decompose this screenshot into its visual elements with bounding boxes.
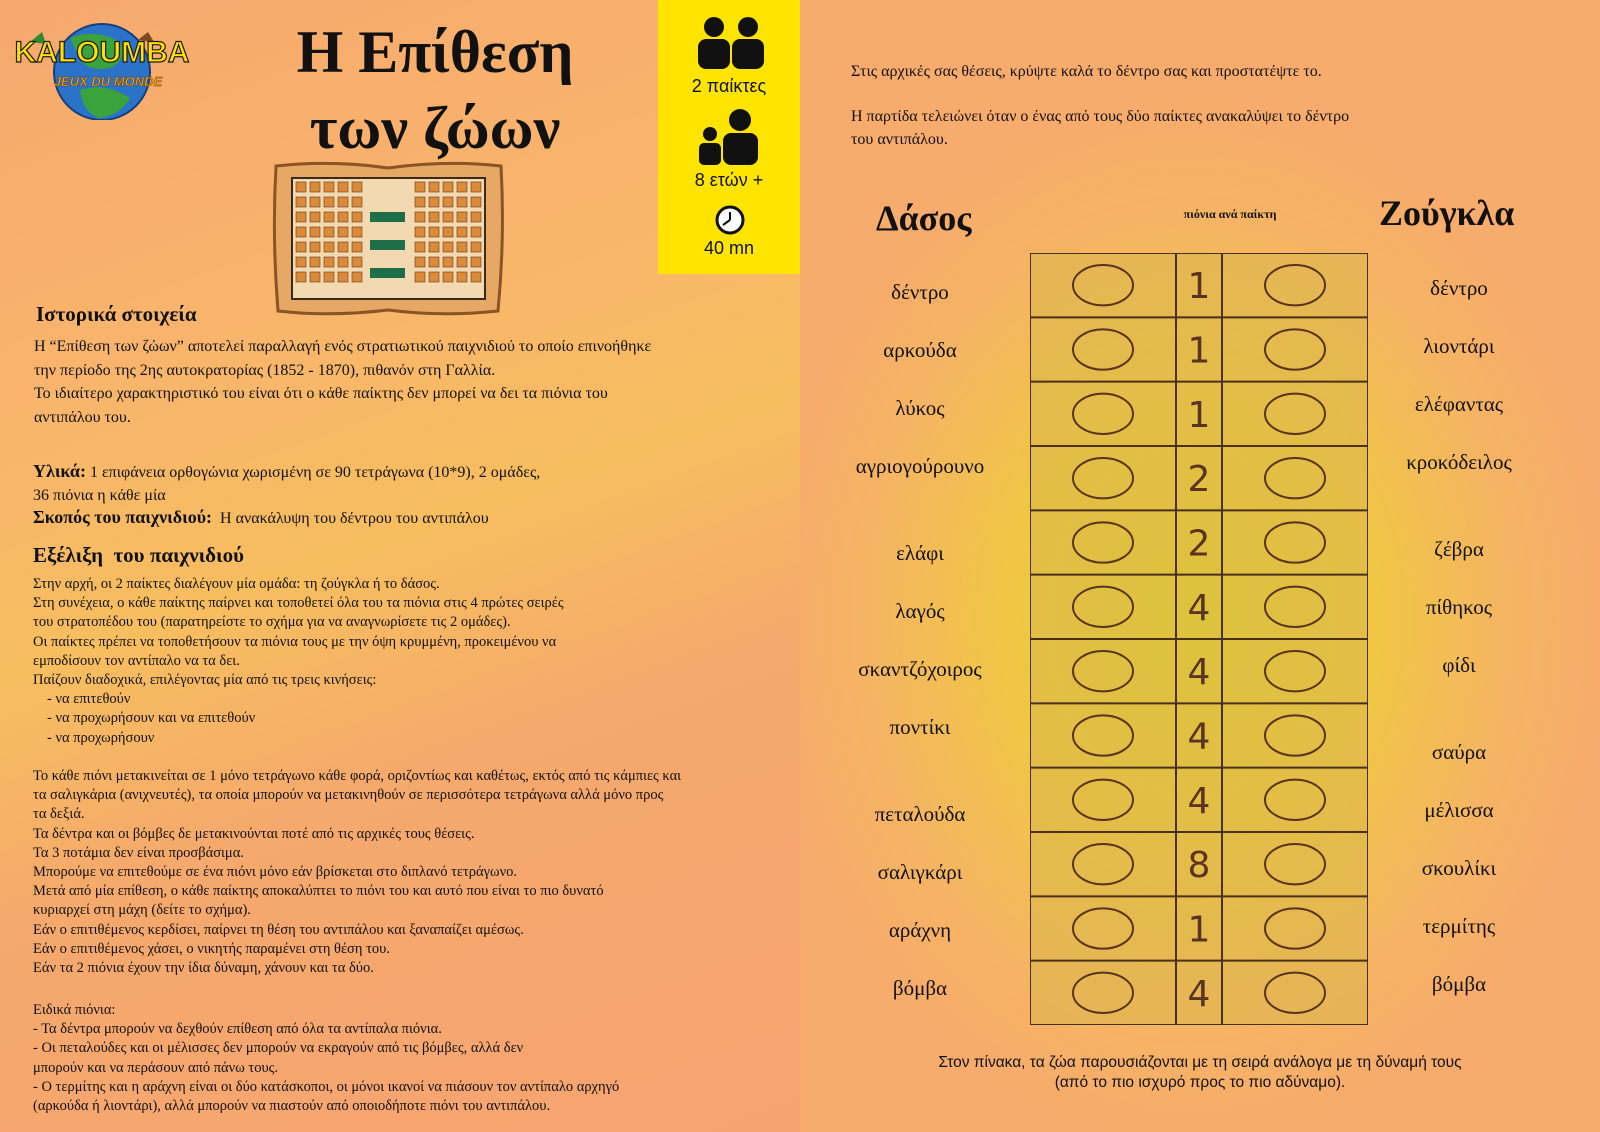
special-line: (αρκούδα ή λιοντάρι), αλλά μπορούν να πιαστούν από οποιοδήποτε πιόνι του αντιπάλου. [33, 1098, 551, 1115]
logo-text-sub: JEUX DU MONDE [53, 74, 163, 89]
jungle-animal-name: λιοντάρι [1423, 334, 1495, 358]
special-line: - Οι πεταλούδες και οι μέλισσες δεν μπορούν να εκραγούν από τις βόμβες, αλλά δεν [33, 1040, 524, 1057]
forest-team-title: Δάσος [876, 198, 972, 238]
forest-animal-name: λαγός [895, 599, 945, 623]
forest-animal-name: ποντίκι [889, 715, 951, 739]
evolution-heading: Εξέλιξη του παιχνιδιού [33, 543, 244, 567]
game-info-box [658, 0, 800, 274]
move-option: - να προχωρήσουν και να επιτεθούν [47, 710, 256, 727]
jungle-animal-name: μέλισσα [1424, 798, 1494, 822]
piece-count: 1 [1187, 909, 1211, 951]
forest-animal-name: σκαντζόχοιρος [858, 657, 982, 681]
setup-line: Στην αρχή, οι 2 παίκτες διαλέγουν μία ομάδα: τη ζούγκλα ή το δάσος. [33, 576, 440, 592]
jungle-animal-name: κροκόδειλος [1406, 450, 1512, 474]
move-option: - να προχωρήσουν [47, 729, 155, 746]
pieces-per-player-label: πιόνια ανά παίκτη [1183, 207, 1277, 221]
title-line-1: Η Επίθεση [296, 19, 574, 85]
piece-count: 2 [1187, 523, 1211, 565]
setup-line: του στρατοπέδου του (παρατηρείστε το σχήμα για να αναγνωρίσετε τις 2 ομάδες). [33, 614, 511, 631]
materials-section [33, 460, 673, 507]
jungle-animal-name: ζέβρα [1434, 537, 1484, 561]
adult-child-icon [698, 108, 760, 166]
special-line: - Ο τερμίτης και η αράχνη είναι οι δύο κατάσκοποι, οι μόνοι ικανοί να πιάσουν τον αντίπαλο αρχηγό [33, 1078, 620, 1095]
special-pieces-text [33, 1001, 793, 1116]
materials-label: Υλικά: [33, 461, 86, 481]
rule-line: τα σαλιγκάρια (ανιχνευτές), τα οποία μπορούν να μετακινηθούν σε περισσότερα τετράγωνα αλλά μόνο προς [33, 787, 664, 804]
piece-count: 1 [1187, 394, 1211, 436]
age-range: 8 ετών + [694, 170, 764, 190]
intro-line: του αντιπάλου. [851, 131, 948, 148]
setup-line: εμποδίσουν τον αντίπαλο να τα δει. [33, 652, 240, 669]
logo-text-main: KALOUMBA [14, 36, 190, 69]
rule-line: Εάν ο επιτιθέμενος κερδίσει, παίρνει τη θέση του αντιπάλου και ξαναπαίζει αμέσως. [33, 921, 524, 938]
rule-line: Μπορούμε να επιτεθούμε σε ένα πιόνι μόνο εάν βρίσκεται στο διπλανό τετράγωνο. [33, 864, 518, 881]
jungle-animal-name: ελέφαντας [1414, 392, 1504, 416]
special-line: - Τα δέντρα μπορούν να δεχθούν επίθεση από όλα τα αντίπαλα πιόνια. [33, 1021, 442, 1038]
title-line-2: των ζώων [309, 95, 561, 161]
goal-text: Η ανακάλυψη του δέντρου του αντιπάλου [212, 510, 489, 527]
piece-count: 1 [1187, 330, 1211, 372]
jungle-animal-name: πίθηκος [1425, 595, 1493, 619]
rule-line: Εάν ο επιτιθέμενος χάσει, ο νικητής παραμένει στη θέση του. [33, 940, 390, 957]
history-line: Το ιδιαίτερο χαρακτηριστικό του είναι ότι ο κάθε παίκτης δεν μπορεί να δει τα πιόνια του [34, 385, 608, 402]
forest-animal-name: βόμβα [892, 976, 948, 1000]
rule-line: κυριαρχεί στη μάχη (δείτε το σχήμα). [33, 902, 251, 919]
jungle-animal-name: δέντρο [1430, 276, 1488, 300]
piece-count: 4 [1187, 652, 1211, 694]
game-duration: 40 mn [703, 238, 755, 258]
forest-animal-name: σαλιγκάρι [877, 860, 963, 884]
materials-text: 1 επιφάνεια ορθογώνια χωρισμένη σε 90 τετράγωνα (10*9), 2 ομάδες, [85, 464, 541, 481]
materials-text-2: 36 πιόνια η κάθε μία [33, 487, 166, 504]
forest-animal-name: αγριογούρουνο [855, 454, 985, 478]
goal-section [33, 507, 489, 528]
piece-count: 2 [1187, 459, 1211, 501]
caption-line: (από το πιο ισχυρό προς το πιο αδύναμο). [1054, 1074, 1346, 1091]
special-line: μπορούν και να περάσουν από πάνω τους. [33, 1059, 278, 1076]
clock-icon [715, 205, 745, 235]
rule-line: Εάν τα 2 πιόνια έχουν την ίδια δύναμη, χάνουν και τα δύο. [33, 960, 374, 977]
piece-count: 4 [1187, 780, 1211, 822]
setup-line: Οι παίκτες πρέπει να τοποθετήσουν τα πιόνια τους με την όψη κρυμμένη, προκειμένου να [33, 633, 557, 650]
strength-table-drawing [1030, 253, 1368, 1025]
page-title [250, 14, 620, 166]
rule-line: Τα δέντρα και οι βόμβες δε μετακινούνται ποτέ από τις αρχικές τους θέσεις. [33, 825, 475, 842]
rule-line: τα δεξιά. [33, 806, 85, 823]
history-line: την περίοδο της 2ης αυτοκρατορίας (1852 - 1870), πιθανόν στη Γαλλία. [34, 361, 496, 379]
goal-label: Σκοπός του παιχνιδιού: [33, 507, 213, 527]
setup-line: Στη συνέχεια, ο κάθε παίκτης παίρνει και τοποθετεί όλα του τα πιόνια στις 4 πρώτες σειρές [33, 595, 564, 612]
setup-text [33, 575, 793, 748]
piece-count: 4 [1187, 587, 1211, 629]
piece-count: 4 [1187, 973, 1211, 1015]
forest-animal-name: δέντρο [891, 280, 949, 304]
rule-line: Τα 3 ποτάμια δεν είναι προσβάσιμα. [33, 844, 244, 861]
forest-animal-name: αράχνη [888, 918, 952, 942]
kaloumba-logo [10, 20, 195, 120]
piece-count: 4 [1187, 716, 1211, 758]
forest-animal-name: λύκος [895, 396, 945, 420]
forest-animal-name: αρκούδα [883, 338, 957, 362]
jungle-animal-name: τερμίτης [1422, 914, 1496, 938]
history-heading: Ιστορικά στοιχεία [36, 302, 197, 326]
jungle-team-title: Ζούγκλα [1379, 193, 1515, 233]
players-count: 2 παίκτες [691, 76, 767, 96]
two-players-icon [696, 16, 766, 70]
intro-line: Η παρτίδα τελειώνει όταν ο ένας από τους δύο παίκτες ανακαλύψει το δέντρο [851, 108, 1350, 125]
forest-animal-name: πεταλούδα [874, 802, 966, 826]
rule-line: Μετά από μία επίθεση, ο κάθε παίκτης αποκαλύπτει το πιόνι του και αυτό που είναι το πιο δυνατό [33, 883, 604, 900]
jungle-animal-name: βόμβα [1431, 972, 1487, 996]
history-line: Η “Επίθεση των ζώων” αποτελεί παραλλαγή ενός στρατιωτικού παιχνιδιού το οποίο επινοήθηκε [34, 338, 652, 355]
jungle-animal-name: φίδι [1442, 653, 1476, 677]
forest-animal-name: ελάφι [896, 541, 944, 565]
rules-text [33, 767, 793, 978]
game-board-photo [272, 160, 505, 317]
piece-count: 8 [1187, 845, 1211, 887]
history-text [34, 335, 774, 429]
rule-line: Το κάθε πιόνι μετακινείται σε 1 μόνο τετράγωνο κάθε φορά, οριζοντίως και καθέτως, εκτός από τις κάμπιες και [33, 768, 682, 784]
history-line: αντιπάλου του. [34, 408, 131, 426]
jungle-animal-name: σκουλίκι [1421, 856, 1497, 880]
jungle-animal-name: σαύρα [1431, 740, 1487, 764]
caption-line: Στον πίνακα, τα ζώα παρουσιάζονται με τη σειρά ανάλογα με τη δύναμή τους [938, 1054, 1462, 1071]
intro-paragraph-2 [851, 105, 1491, 151]
table-caption [880, 1053, 1520, 1093]
move-option: - να επιτεθούν [47, 691, 131, 708]
special-line: Ειδικά πιόνια: [33, 1002, 116, 1018]
intro-paragraph-1: Στις αρχικές σας θέσεις, κρύψτε καλά το δέντρο σας και προστατέψτε το. [851, 63, 1322, 80]
setup-line: Παίζουν διαδοχικά, επιλέγοντας μία από τις τρεις κινήσεις: [33, 672, 377, 689]
piece-count: 1 [1187, 266, 1211, 308]
